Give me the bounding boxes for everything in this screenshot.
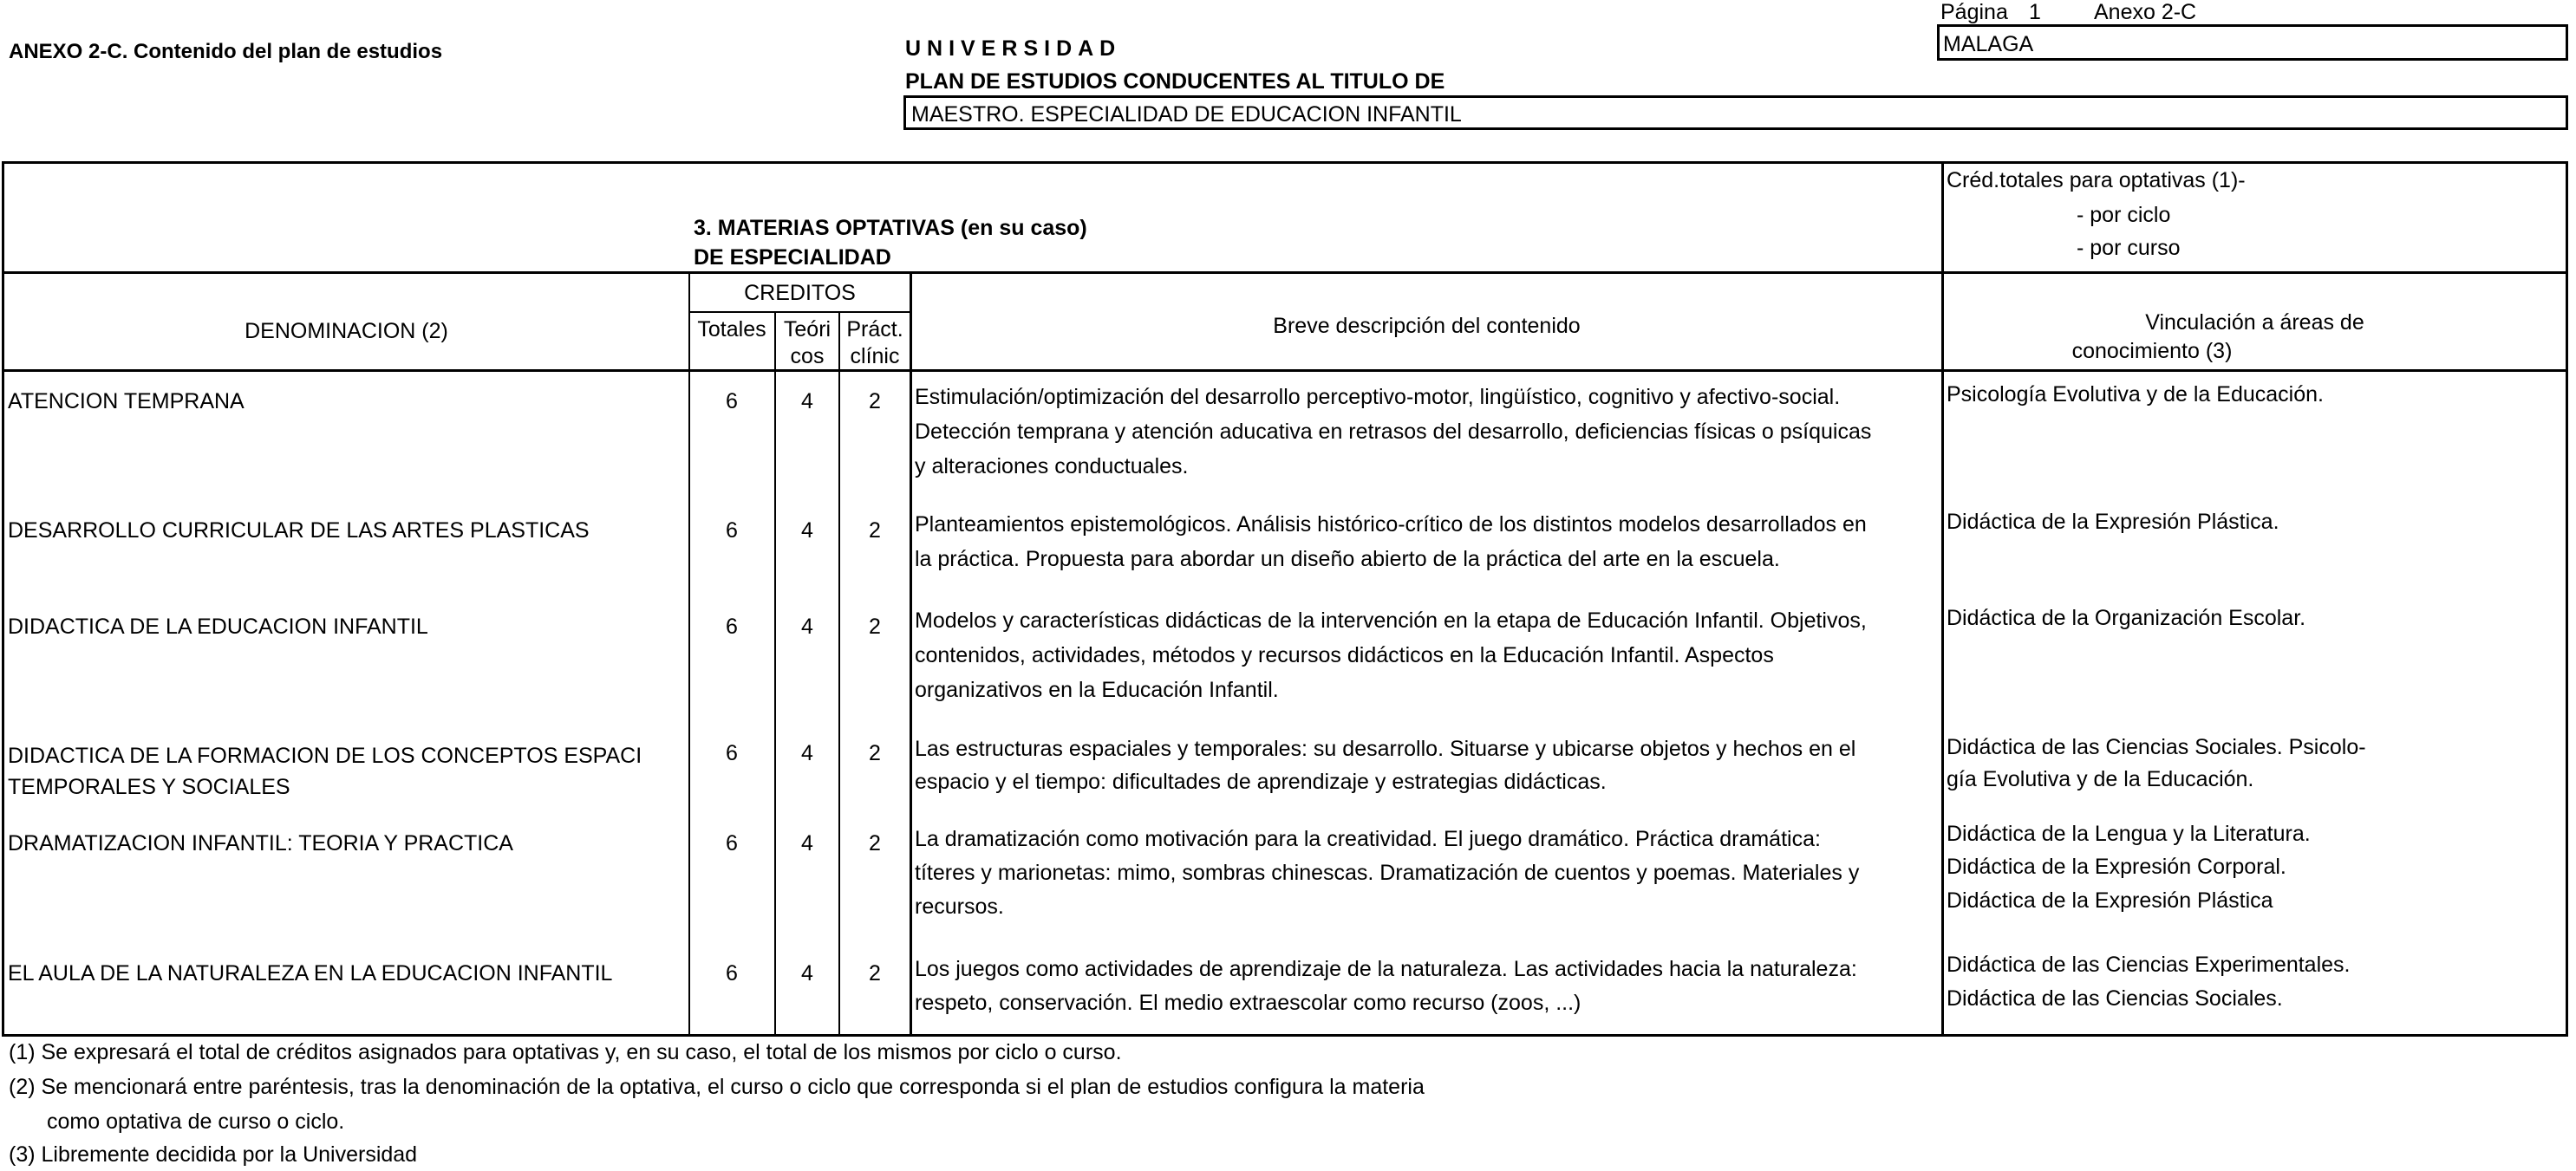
row-practicos: 2 xyxy=(869,615,881,639)
col-header-practicos-2: clínic xyxy=(850,344,900,368)
row-vinculacion-line: Didáctica de las Ciencias Experimentales. xyxy=(1947,953,2351,977)
row-descripcion-line: recursos. xyxy=(915,895,1004,919)
footnote-2: (2) Se mencionará entre paréntesis, tras la denominación de la optativa, el curso o ciclo que corresponda si el plan de estudios configura la materia xyxy=(9,1075,1425,1099)
col-header-teoricos-2: cos xyxy=(790,344,825,368)
col-header-practicos-1: Práct. xyxy=(846,317,903,342)
col-divider-totales xyxy=(774,311,776,1034)
row-descripcion-line: Los juegos como actividades de aprendizaje de la naturaleza. Las actividades hacia la naturaleza: xyxy=(915,957,1857,981)
col-header-vinculacion-2: conocimiento (3) xyxy=(2071,339,2233,363)
col-header-descripcion: Breve descripción del contenido xyxy=(1273,314,1581,338)
row-teoricos: 4 xyxy=(801,961,813,986)
row-practicos: 2 xyxy=(869,741,881,765)
row-descripcion-line: Planteamientos epistemológicos. Análisis histórico-crítico de los distintos modelos desarrollados en xyxy=(915,512,1867,537)
page-number: 1 xyxy=(2029,0,2041,24)
row-totales: 6 xyxy=(726,615,738,639)
row-vinculacion-line: Didáctica de las Ciencias Sociales. Psicolo- xyxy=(1947,735,2366,759)
row-vinculacion-line: Didáctica de la Expresión Plástica xyxy=(1947,888,2273,913)
col-divider-teoricos xyxy=(838,311,840,1034)
optional-subjects-table xyxy=(2,161,2568,1037)
row-denominacion: TEMPORALES Y SOCIALES xyxy=(8,775,290,799)
por-curso-label: - por curso xyxy=(2077,236,2181,260)
row-descripcion-line: espacio y el tiempo: dificultades de aprendizaje y estrategias didácticas. xyxy=(915,770,1607,794)
degree-title-field: MAESTRO. ESPECIALIDAD DE EDUCACION INFANTIL xyxy=(903,95,2568,130)
col-header-creditos: CREDITOS xyxy=(744,281,856,305)
row-totales: 6 xyxy=(726,389,738,413)
row-vinculacion-line: Didáctica de las Ciencias Sociales. xyxy=(1947,986,2283,1011)
row-vinculacion-line: Psicología Evolutiva y de la Educación. xyxy=(1947,382,2324,407)
row-teoricos: 4 xyxy=(801,741,813,765)
row-descripcion-line: Detección temprana y atención aducativa en retrasos del desarrollo, deficiencias físicas o psíquicas xyxy=(915,420,1872,444)
row-totales: 6 xyxy=(726,831,738,855)
row-descripcion-line: Las estructuras espaciales y temporales: su desarrollo. Situarse y ubicarse objetos y hechos en el xyxy=(915,737,1856,761)
row-denominacion: DRAMATIZACION INFANTIL: TEORIA Y PRACTICA xyxy=(8,831,513,855)
row-practicos: 2 xyxy=(869,961,881,986)
row-teoricos: 4 xyxy=(801,389,813,413)
university-label: UNIVERSIDAD xyxy=(905,36,1122,61)
footnote-3: (3) Libremente decidida por la Universidad xyxy=(9,1142,418,1167)
row-denominacion: DIDACTICA DE LA EDUCACION INFANTIL xyxy=(8,615,428,639)
annex-code: Anexo 2-C xyxy=(2094,0,2197,24)
col-divider-practicos xyxy=(910,271,912,1034)
row-denominacion: DIDACTICA DE LA FORMACION DE LOS CONCEPTOS ESPACI xyxy=(8,744,642,768)
row-totales: 6 xyxy=(726,741,738,765)
row-descripcion-line: la práctica. Propuesta para abordar un diseño abierto de la práctica del arte en la escuela. xyxy=(915,547,1780,571)
row-denominacion: ATENCION TEMPRANA xyxy=(8,389,245,413)
row-practicos: 2 xyxy=(869,831,881,855)
row-descripcion-line: La dramatización como motivación para la creatividad. El juego dramático. Práctica dramática: xyxy=(915,827,1821,851)
col-header-denominacion: DENOMINACION (2) xyxy=(245,319,448,343)
column-header-divider xyxy=(4,369,2566,372)
row-teoricos: 4 xyxy=(801,615,813,639)
row-denominacion: EL AULA DE LA NATURALEZA EN LA EDUCACION INFANTIL xyxy=(8,961,613,986)
cred-totales-label: Créd.totales para optativas (1)- xyxy=(1947,168,2246,192)
row-descripcion-line: Modelos y características didácticas de la intervención en la etapa de Educación Infantil. Objetivos, xyxy=(915,608,1867,633)
row-descripcion-line: respeto, conservación. El medio extraescolar como recurso (zoos, ...) xyxy=(915,991,1581,1015)
footnote-1: (1) Se expresará el total de créditos asignados para optativas y, en su caso, el total de los mismos por ciclo o curso. xyxy=(9,1040,1122,1064)
row-vinculacion-line: Didáctica de la Lengua y la Literatura. xyxy=(1947,822,2311,846)
row-descripcion-line: contenidos, actividades, métodos y recursos didácticos en la Educación Infantil. Aspectos xyxy=(915,643,1774,667)
row-denominacion: DESARROLLO CURRICULAR DE LAS ARTES PLASTICAS xyxy=(8,518,590,543)
section-title-line2: DE ESPECIALIDAD xyxy=(694,245,891,270)
row-descripcion-line: y alteraciones conductuales. xyxy=(915,454,1189,478)
row-vinculacion-line: Didáctica de la Expresión Corporal. xyxy=(1947,855,2286,879)
row-descripcion-line: Estimulación/optimización del desarrollo perceptivo-motor, lingüístico, cognitivo y afectivo-social. xyxy=(915,385,1841,409)
row-vinculacion-line: Didáctica de la Organización Escolar. xyxy=(1947,606,2306,630)
row-vinculacion-line: gía Evolutiva y de la Educación. xyxy=(1947,767,2254,791)
page-label: Página xyxy=(1940,0,2008,24)
row-teoricos: 4 xyxy=(801,518,813,543)
footnote-2-continued: como optativa de curso o ciclo. xyxy=(47,1109,345,1134)
row-teoricos: 4 xyxy=(801,831,813,855)
section-title-line1: 3. MATERIAS OPTATIVAS (en su caso) xyxy=(694,216,1087,240)
row-descripcion-line: organizativos en la Educación Infantil. xyxy=(915,678,1279,702)
university-name-field: MALAGA xyxy=(1937,24,2568,61)
annex-title: ANEXO 2-C. Contenido del plan de estudios xyxy=(9,40,443,63)
plan-label: PLAN DE ESTUDIOS CONDUCENTES AL TITULO DE xyxy=(905,69,1445,94)
col-header-totales: Totales xyxy=(697,317,766,342)
col-header-teoricos-1: Teóri xyxy=(783,317,831,342)
col-divider-descripcion xyxy=(1941,164,1944,1034)
col-header-vinculacion-1: Vinculación a áreas de xyxy=(2145,310,2364,335)
row-vinculacion-line: Didáctica de la Expresión Plástica. xyxy=(1947,510,2279,534)
row-descripcion-line: títeres y marionetas: mimo, sombras chinescas. Dramatización de cuentos y poemas. Materiales y xyxy=(915,861,1860,885)
row-practicos: 2 xyxy=(869,389,881,413)
row-totales: 6 xyxy=(726,518,738,543)
header-divider xyxy=(4,271,2566,274)
row-totales: 6 xyxy=(726,961,738,986)
por-ciclo-label: - por ciclo xyxy=(2077,203,2171,227)
row-practicos: 2 xyxy=(869,518,881,543)
